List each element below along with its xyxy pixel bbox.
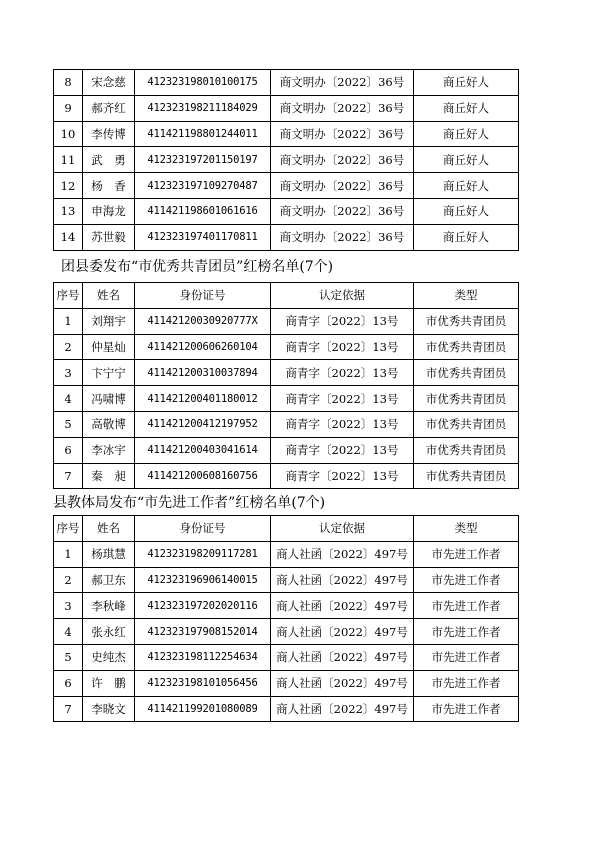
header-basis: 认定依据 — [271, 283, 414, 309]
honor-type: 市先进工作者 — [414, 593, 519, 619]
header-seq: 序号 — [54, 283, 83, 309]
row-number: 12 — [54, 173, 83, 199]
table-row — [54, 463, 519, 489]
id-number: 411421200608160756 — [135, 463, 271, 489]
table-row — [54, 121, 519, 147]
header-id: 身份证号 — [135, 283, 271, 309]
youth-league-table — [53, 282, 519, 489]
table-row — [54, 308, 519, 334]
person-name: 许 鹏 — [83, 670, 135, 696]
honor-type: 市优秀共青团员 — [414, 437, 519, 463]
row-number: 3 — [54, 593, 83, 619]
basis-document: 商人社函〔2022〕497号 — [271, 593, 414, 619]
row-number: 14 — [54, 224, 83, 250]
person-name: 李晓文 — [83, 696, 135, 722]
honor-type: 商丘好人 — [414, 95, 519, 121]
table-row — [54, 173, 519, 199]
honor-type: 市先进工作者 — [414, 541, 519, 567]
honor-type: 市先进工作者 — [414, 619, 519, 645]
person-name: 秦 昶 — [83, 463, 135, 489]
honor-type: 市优秀共青团员 — [414, 386, 519, 412]
table-row — [54, 70, 519, 96]
basis-document: 商青字〔2022〕13号 — [271, 437, 414, 463]
header-name: 姓名 — [83, 516, 135, 542]
basis-document: 商青字〔2022〕13号 — [271, 360, 414, 386]
id-number: 412323197109270487 — [135, 173, 271, 199]
table-row — [54, 334, 519, 360]
basis-document: 商青字〔2022〕13号 — [271, 334, 414, 360]
honor-type: 商丘好人 — [414, 121, 519, 147]
id-number: 411421200606260104 — [135, 334, 271, 360]
basis-document: 商人社函〔2022〕497号 — [271, 541, 414, 567]
person-name: 郝齐红 — [83, 95, 135, 121]
row-number: 13 — [54, 198, 83, 224]
basis-document: 商青字〔2022〕13号 — [271, 463, 414, 489]
row-number: 6 — [54, 437, 83, 463]
header-type: 类型 — [414, 516, 519, 542]
advanced-workers-table — [53, 515, 519, 722]
person-name: 冯啸博 — [83, 386, 135, 412]
person-name: 张永红 — [83, 619, 135, 645]
honor-type: 商丘好人 — [414, 224, 519, 250]
table-row — [54, 696, 519, 722]
person-name: 卞宁宁 — [83, 360, 135, 386]
person-name: 宋念慈 — [83, 70, 135, 96]
row-number: 10 — [54, 121, 83, 147]
row-number: 4 — [54, 619, 83, 645]
person-name: 李传博 — [83, 121, 135, 147]
row-number: 1 — [54, 541, 83, 567]
id-number: 412323198112254634 — [135, 644, 271, 670]
id-number: 411421199201080089 — [135, 696, 271, 722]
row-number: 4 — [54, 386, 83, 412]
id-number: 411421200412197952 — [135, 411, 271, 437]
honor-type: 市先进工作者 — [414, 670, 519, 696]
id-number: 412323197202020116 — [135, 593, 271, 619]
table-row — [54, 670, 519, 696]
basis-document: 商人社函〔2022〕497号 — [271, 696, 414, 722]
row-number: 7 — [54, 463, 83, 489]
basis-document: 商文明办〔2022〕36号 — [271, 70, 414, 96]
id-number: 411421198801244011 — [135, 121, 271, 147]
basis-document: 商文明办〔2022〕36号 — [271, 198, 414, 224]
table-row — [54, 386, 519, 412]
person-name: 刘翔宇 — [83, 308, 135, 334]
person-name: 苏世毅 — [83, 224, 135, 250]
person-name: 杨琪慧 — [83, 541, 135, 567]
row-number: 2 — [54, 567, 83, 593]
basis-document: 商青字〔2022〕13号 — [271, 386, 414, 412]
honor-type: 市优秀共青团员 — [414, 308, 519, 334]
header-type: 类型 — [414, 283, 519, 309]
row-number: 6 — [54, 670, 83, 696]
basis-document: 商人社函〔2022〕497号 — [271, 567, 414, 593]
honor-type: 商丘好人 — [414, 198, 519, 224]
table-row — [54, 147, 519, 173]
row-number: 5 — [54, 411, 83, 437]
good-people-table — [53, 69, 519, 251]
table-header-row — [54, 516, 519, 542]
basis-document: 商人社函〔2022〕497号 — [271, 644, 414, 670]
honor-type: 商丘好人 — [414, 147, 519, 173]
table-row — [54, 644, 519, 670]
person-name: 武 勇 — [83, 147, 135, 173]
id-number: 412323197401170811 — [135, 224, 271, 250]
basis-document: 商人社函〔2022〕497号 — [271, 670, 414, 696]
row-number: 3 — [54, 360, 83, 386]
good-people-table-body — [54, 70, 519, 251]
header-id: 身份证号 — [135, 516, 271, 542]
row-number: 2 — [54, 334, 83, 360]
id-number: 412323197201150197 — [135, 147, 271, 173]
id-number: 411421198601061616 — [135, 198, 271, 224]
id-number: 41142120030920777X — [135, 308, 271, 334]
table-header-row — [54, 283, 519, 309]
table-row — [54, 619, 519, 645]
honor-type: 市优秀共青团员 — [414, 360, 519, 386]
id-number: 412323196906140015 — [135, 567, 271, 593]
row-number: 9 — [54, 95, 83, 121]
person-name: 高敬博 — [83, 411, 135, 437]
id-number: 411421200403041614 — [135, 437, 271, 463]
table-row — [54, 593, 519, 619]
honor-type: 市优秀共青团员 — [414, 411, 519, 437]
basis-document: 商青字〔2022〕13号 — [271, 308, 414, 334]
basis-document: 商青字〔2022〕13号 — [271, 411, 414, 437]
honor-type: 市先进工作者 — [414, 567, 519, 593]
table-row — [54, 541, 519, 567]
table-row — [54, 198, 519, 224]
person-name: 李秋峰 — [83, 593, 135, 619]
person-name: 郝卫东 — [83, 567, 135, 593]
table-row — [54, 95, 519, 121]
header-basis: 认定依据 — [271, 516, 414, 542]
id-number: 412323198101056456 — [135, 670, 271, 696]
honor-type: 商丘好人 — [414, 173, 519, 199]
honor-type: 市先进工作者 — [414, 644, 519, 670]
row-number: 8 — [54, 70, 83, 96]
basis-document: 商文明办〔2022〕36号 — [271, 224, 414, 250]
id-number: 412323198211184029 — [135, 95, 271, 121]
honor-type: 商丘好人 — [414, 70, 519, 96]
basis-document: 商文明办〔2022〕36号 — [271, 173, 414, 199]
id-number: 411421200401180012 — [135, 386, 271, 412]
basis-document: 商文明办〔2022〕36号 — [271, 147, 414, 173]
header-name: 姓名 — [83, 283, 135, 309]
basis-document: 商人社函〔2022〕497号 — [271, 619, 414, 645]
table-row — [54, 224, 519, 250]
person-name: 申海龙 — [83, 198, 135, 224]
table-row — [54, 411, 519, 437]
id-number: 411421200310037894 — [135, 360, 271, 386]
header-seq: 序号 — [54, 516, 83, 542]
row-number: 11 — [54, 147, 83, 173]
id-number: 412323197908152014 — [135, 619, 271, 645]
person-name: 仲星灿 — [83, 334, 135, 360]
basis-document: 商文明办〔2022〕36号 — [271, 121, 414, 147]
row-number: 7 — [54, 696, 83, 722]
row-number: 1 — [54, 308, 83, 334]
person-name: 史纯杰 — [83, 644, 135, 670]
honor-type: 市优秀共青团员 — [414, 463, 519, 489]
table-row — [54, 567, 519, 593]
id-number: 412323198209117281 — [135, 541, 271, 567]
table-row — [54, 437, 519, 463]
table-row — [54, 360, 519, 386]
person-name: 杨 香 — [83, 173, 135, 199]
honor-type: 市先进工作者 — [414, 696, 519, 722]
id-number: 412323198010100175 — [135, 70, 271, 96]
honor-type: 市优秀共青团员 — [414, 334, 519, 360]
section-heading-advanced-workers: 县教体局发布“市先进工作者”红榜名单(7个) — [53, 495, 326, 511]
section-heading-youth-league: 团县委发布“市优秀共青团员”红榜名单(7个) — [61, 259, 334, 275]
person-name: 李冰宇 — [83, 437, 135, 463]
row-number: 5 — [54, 644, 83, 670]
basis-document: 商文明办〔2022〕36号 — [271, 95, 414, 121]
